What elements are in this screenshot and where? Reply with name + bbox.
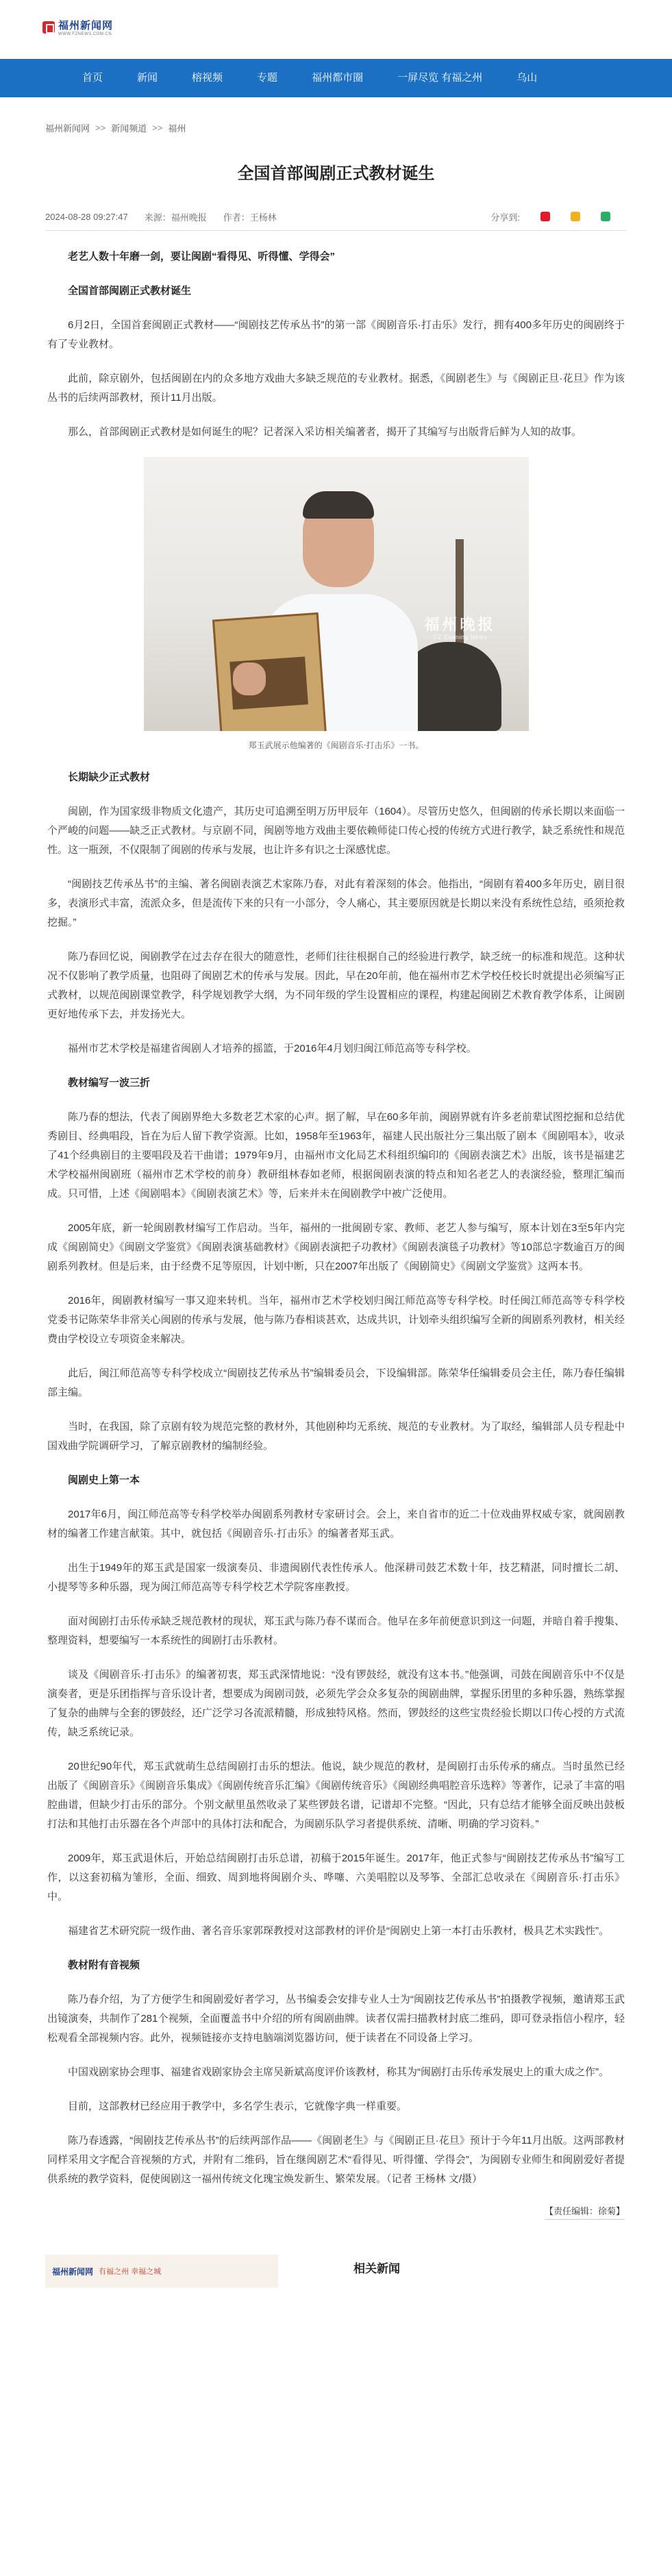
article-paragraph: 陈乃春透露，“闽剧技艺传承丛书”的后续两部作品——《闽剧老生》与《闽剧正旦·花旦》预计于今年11月出版。这两部教材同样采用文字配合音视频的方式，并附有二维码，旨在继闽剧艺术“看得见、听得懂、学得会”，为闽剧专业师生和闽剧爱好者提供系统的教学资料，促使闽剧这一福州传统文化瑰宝焕发新生、繁荣发展。（记者 王杨林 文/摄） bbox=[47, 2135, 625, 2185]
article-photo bbox=[144, 457, 529, 731]
article-paragraph: 6月2日，全国首套闽剧正式教材——“闽剧技艺传承丛书”的第一部《闽剧音乐·打击乐》发行，拥有400多年历史的闽剧终于有了专业教材。 bbox=[47, 319, 625, 350]
article-title: 全国首部闽剧正式教材诞生 bbox=[237, 164, 435, 183]
nav-metro[interactable]: 福州都市圈 bbox=[312, 72, 364, 84]
article-paragraph: 那么，首部闽剧正式教材是如何诞生的呢？记者深入采访相关编著者，揭开了其编写与出版背后鲜为人知的故事。 bbox=[68, 426, 582, 438]
breadcrumb-home[interactable]: 福州新闻网 bbox=[45, 123, 90, 134]
site-logo[interactable] bbox=[42, 18, 113, 36]
section-heading: 长期缺少正式教材 bbox=[68, 771, 151, 783]
article-paragraph: 2016年，闽剧教材编写一事又迎来转机。当年，福州市艺术学校划归闽江师范高等专科学校。时任闽江师范高等专科学校党委书记陈荣华非常关心闽剧的传承与发展，他与陈乃春相谈甚欢，达成共识，计划牵头组织编写全新的闽剧系列教材，相关经费由学校设立专项资金来解决。 bbox=[47, 1295, 625, 1345]
article-paragraph: 福州市艺术学校是福建省闽剧人才培养的摇篮，于2016年4月划归闽江师范高等专科学校。 bbox=[68, 1043, 477, 1054]
footer-ad-text: 有福之州 幸福之城 bbox=[99, 2268, 162, 2276]
footer-ad[interactable] bbox=[45, 2255, 278, 2288]
main-nav bbox=[0, 59, 672, 97]
article-paragraph: 福建省艺术研究院一级作曲、著名音乐家郭琛教授对这部教材的评价是“闽剧史上第一本打击乐教材，极具艺术实践性”。 bbox=[68, 1925, 609, 1937]
article-paragraph: 谈及《闽剧音乐·打击乐》的编著初衷，郑玉武深情地说：“没有锣鼓经，就没有这本书。”他强调，司鼓在闽剧音乐中不仅是演奏者，更是乐团指挥与音乐设计者，想要成为闽剧司鼓，必须先学会众多复杂的闽剧曲牌，掌握乐团里的多种乐器，熟练掌握了复杂的曲牌与全套的锣鼓经，还广泛学习各流派精髓，形成独特风格。然而，锣鼓经的这些宝贵经验长期以口传心授的方式流传，缺乏系统记录。 bbox=[47, 1669, 625, 1738]
article-paragraph: 当时，在我国，除了京剧有较为规范完整的教材外，其他剧种均无系统、规范的专业教材。为了取经，编辑部人员专程赴中国戏曲学院调研学习，了解京剧教材的编制经验。 bbox=[47, 1421, 625, 1452]
section-heading: 教材附有音视频 bbox=[68, 1959, 140, 1971]
article-paragraph: 中国戏剧家协会理事、福建省戏剧家协会主席吴新斌高度评价该教材，称其为“闽剧打击乐传承发展史上的重大成之作”。 bbox=[68, 2066, 609, 2078]
article-body bbox=[0, 231, 672, 2219]
responsible-editor: 【责任编辑：徐菊】 bbox=[545, 2204, 625, 2220]
photo-caption: 郑玉武展示他编著的《闽剧音乐·打击乐》一书。 bbox=[248, 741, 424, 750]
related-news-title: 相关新闻 bbox=[353, 2262, 400, 2275]
nav-news[interactable]: 新闻 bbox=[137, 72, 158, 84]
article-paragraph: 出生于1949年的郑玉武是国家一级演奏员、非遗闽剧代表性传承人。他深耕司鼓艺术数十年，技艺精湛，同时擅长二胡、小提琴等多种乐器，现为闽江师范高等专科学校艺术学院客座教授。 bbox=[47, 1562, 625, 1593]
article-paragraph: 2005年底，新一轮闽剧教材编写工作启动。当年，福州的一批闽剧专家、教师、老艺人参与编写，原本计划在3至5年内完成《闽剧简史》《闽剧文学鉴赏》《闽剧表演基础教材》《闽剧表演把子功教材》《闽剧表演毯子功教材》等10部总字数逾百万的闽剧系列教材。但是后来，由于经费不足等原因，计划中断，只在2007年出版了《闽剧简史》《闽剧文学鉴赏》这两本书。 bbox=[47, 1222, 625, 1272]
breadcrumb-separator: >> bbox=[95, 122, 106, 133]
section-heading: 全国首部闽剧正式教材诞生 bbox=[68, 285, 192, 297]
logo-subtitle: WWW.FZNEWS.COM.CN bbox=[58, 32, 112, 36]
nav-video[interactable]: 榕视频 bbox=[192, 72, 223, 84]
breadcrumb-channel[interactable]: 新闻频道 bbox=[111, 123, 147, 134]
article-figure bbox=[144, 457, 529, 752]
article-source: 来源：福州晚报 bbox=[144, 212, 207, 223]
nav-overview[interactable]: 一屏尽览 有福之州 bbox=[397, 72, 483, 84]
article-paragraph: “闽剧技艺传承丛书”的主编、著名闽剧表演艺术家陈乃春，对此有着深刻的体会。他指出，“闽剧有着400多年历史，剧目很多，表演形式丰富，流派众多，但是流传下来的只有一小部分，令人痛心，其主要原因就是长期以来没有系统性总结，亟须抢救挖掘。” bbox=[47, 878, 625, 928]
breadcrumb bbox=[45, 121, 672, 134]
share-label: 分享到: bbox=[490, 212, 520, 223]
breadcrumb-section[interactable]: 福州 bbox=[168, 123, 186, 134]
nav-home[interactable]: 首页 bbox=[82, 72, 103, 84]
logo-title: 福州新闻网 bbox=[58, 20, 114, 32]
article-paragraph: 2017年6月，闽江师范高等专科学校举办闽剧系列教材专家研讨会。会上，来自省市的近二十位戏曲界权威专家，就闽剧教材的编著工作建言献策。其中，就包括《闽剧音乐·打击乐》的编著者郑玉武。 bbox=[47, 1509, 625, 1539]
article-paragraph: 闽剧，作为国家级非物质文化遗产，其历史可追溯至明万历甲辰年（1604）。尽管历史悠久，但闽剧的传承长期以来面临一个严峻的问题——缺乏正式教材。与京剧不同，闽剧等地方戏曲主要依赖师徒口传心授的传统方式进行教学，缺乏系统性和规范性。这一瓶颈，不仅限制了闽剧的传承与发展，也让许多有识之士深感忧虑。 bbox=[47, 806, 625, 856]
article-meta bbox=[45, 208, 627, 225]
editor-line bbox=[47, 2204, 625, 2219]
article-author: 作者：王杨林 bbox=[223, 212, 277, 223]
article-paragraph: 目前，这部教材已经应用于教学中，多名学生表示，它就像字典一样重要。 bbox=[68, 2101, 408, 2112]
article-paragraph: 陈乃春回忆说，闽剧教学在过去存在很大的随意性，老师们往往根据自己的经验进行教学，缺乏统一的标准和规范。这种状况不仅影响了教学质量，也阻碍了闽剧艺术的传承与发展。因此，早在20年前，他在福州市艺术学校任校长时就提出必须编写正式教材，以规范闽剧课堂教学，科学规划教学大纲，为不同年级的学生设置相应的课程，构建起闽剧艺术教育教学体系，让闽剧更好地传承下去，并发扬光大。 bbox=[47, 951, 625, 1020]
article-paragraph: 此后，闽江师范高等专科学校成立“闽剧技艺传承丛书”编辑委员会，下设编辑部。陈荣华任编辑委员会主任，陈乃春任编辑部主编。 bbox=[47, 1367, 625, 1398]
article-paragraph: 20世纪90年代，郑玉武就萌生总结闽剧打击乐的想法。他说，缺少规范的教材，是闽剧打击乐传承的痛点。当时虽然已经出版了《闽剧音乐》《闽剧音乐集成》《闽剧传统音乐汇编》《闽剧传统音乐》《闽剧经典唱腔音乐选粹》等著作，记录了丰富的唱腔曲谱，但缺少打击乐的部分。个别文献里虽然收录了某些锣鼓名谱，记谱却不完整。“因此，只有总结才能够全面反映出鼓板打法和其他打击乐器在各个声部中的具体打法和配合，为闽剧乐队学习者提供系统、清晰、明确的学习资料。” bbox=[47, 1761, 625, 1830]
breadcrumb-separator: >> bbox=[152, 122, 163, 133]
site-header bbox=[0, 0, 672, 59]
article-paragraph: 陈乃春的想法，代表了闽剧界绝大多数老艺术家的心声。据了解，早在60多年前，闽剧界就有许多老前辈试图挖掘和总结优秀剧目、经典唱段，旨在为后人留下教学资源。比如，1958年至1963年，福建人民出版社分三集出版了剧本《闽剧唱本》，收录了41个经典剧目的主要唱段及若干曲谱；1979年9月，由福州市文化局艺术科组织编印的《闽剧表演艺术》出版，该书是福建艺术学校福州闽剧班（福州市艺术学校的前身）教研组林春如老师，根据闽剧表演的特点和知名老艺人的表演经验，整理汇编而成。只可惜，上述《闽剧唱本》《闽剧表演艺术》等，后来并未在闽剧教学中被广泛使用。 bbox=[47, 1111, 625, 1200]
publish-date: 2024-08-28 09:27:47 bbox=[45, 211, 128, 222]
logo-icon bbox=[42, 21, 55, 34]
share-bar bbox=[490, 208, 627, 225]
article-paragraph: 此前，除京剧外，包括闽剧在内的众多地方戏曲大多缺乏规范的专业教材。据悉，《闽剧老生》与《闽剧正旦·花旦》作为该丛书的后续两部教材，预计11月出版。 bbox=[47, 373, 625, 404]
article-paragraph: 面对闽剧打击乐传承缺乏规范教材的现状，郑玉武与陈乃春不谋而合。他早在多年前便意识到这一问题，并暗自着手搜集、整理资料，想要编写一本系统性的闽剧打击乐教材。 bbox=[47, 1615, 625, 1646]
nav-topics[interactable]: 专题 bbox=[257, 72, 278, 84]
wechat-icon[interactable] bbox=[601, 212, 610, 221]
qzone-icon[interactable] bbox=[571, 212, 580, 221]
weibo-icon[interactable] bbox=[540, 212, 550, 221]
photo-watermark-en: FZ Evening News bbox=[433, 634, 488, 641]
footer-strip bbox=[0, 2249, 672, 2290]
book-shape bbox=[212, 612, 326, 731]
article-paragraph: 2009年，郑玉武退休后，开始总结闽剧打击乐总谱，初稿于2015年诞生。2017年，他正式参与“闽剧技艺传承丛书”编写工作，以这套初稿为雏形，全面、细致、周到地将闽剧介头、哗噻、六美唱腔以及琴筝、全部汇总收录在《闽剧音乐·打击乐》中。 bbox=[47, 1853, 625, 1903]
section-heading: 闽剧史上第一本 bbox=[68, 1474, 140, 1486]
photo-watermark: 福州晚报 bbox=[424, 616, 496, 634]
article-paragraph: 陈乃春介绍，为了方便学生和闽剧爱好者学习，丛书编委会安排专业人士为“闽剧技艺传承丛书”拍摄教学视频，邀请郑玉武出镜演奏，共制作了281个视频，全面覆盖书中介绍的所有闽剧曲牌。读者仅需扫描教材封底二维码，即可登录指信小程序，轻松观看全部视频内容。此外，视频链接亦支持电脑端浏览器访问，便于读者在不同设备上学习。 bbox=[47, 1994, 625, 2044]
section-heading: 教材编写一波三折 bbox=[68, 1077, 151, 1089]
section-heading: 老艺人数十年磨一剑，要让闽剧“看得见、听得懂、学得会” bbox=[68, 251, 336, 262]
footer-ad-logo: 福州新闻网 bbox=[52, 2266, 94, 2277]
nav-wushan[interactable]: 乌山 bbox=[517, 72, 538, 84]
